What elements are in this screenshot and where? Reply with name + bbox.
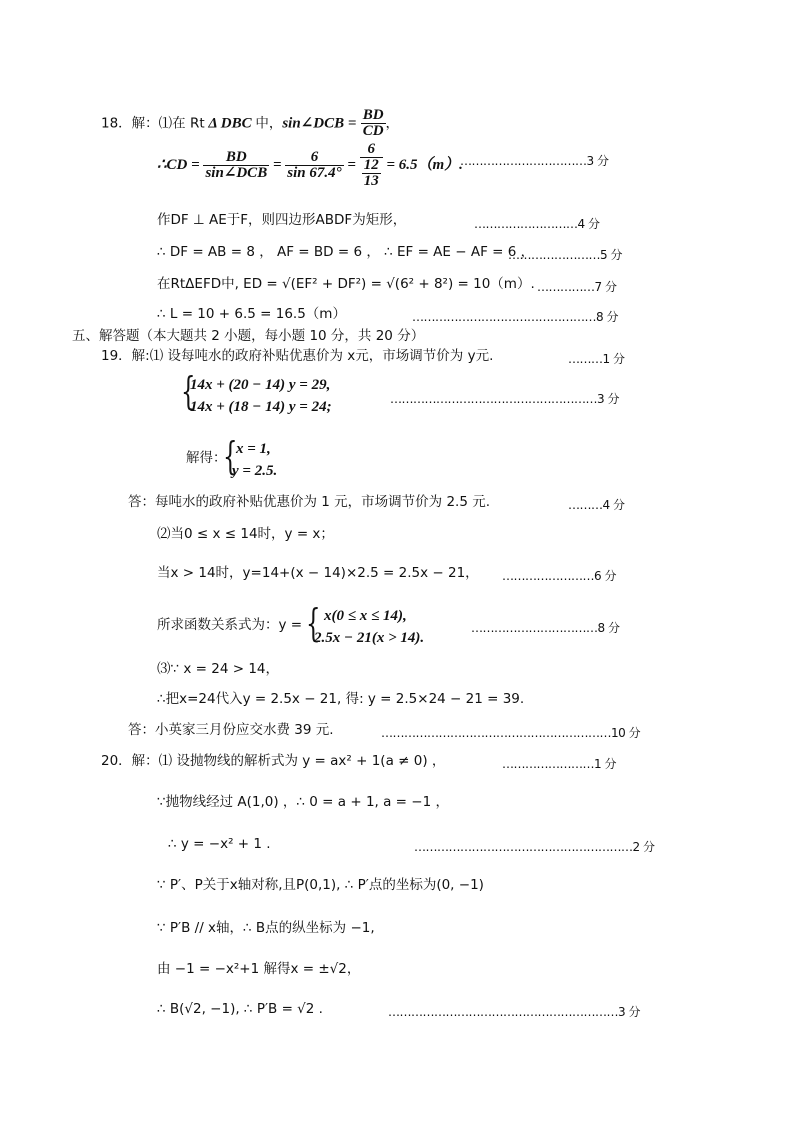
section-five-heading: 五、解答题（本大题共 2 小题，每小题 10 分，共 20 分） <box>72 328 425 344</box>
q19-score-10: ……………………………………………………10 分 <box>381 726 641 740</box>
q19-sol-y: y = 2.5. <box>232 463 278 479</box>
q20-score-2: …………………………………………………2 分 <box>414 840 655 854</box>
q19-part2-b: 当x > 14时，y=14+(x − 14)×2.5 = 2.5x − 21， <box>157 565 479 581</box>
q18-line-rect: 作DF ⊥ AE于F，则四边形ABDF为矩形， <box>157 212 407 228</box>
q19-eq-a: 14x + (20 − 14) y = 29, <box>190 377 331 393</box>
q18-cd-formula: ∴CD = $\frac{BD}{\text{sin∠DCB}}$ = $\frac{6}{\sin 67.4^\circ}$ = $\frac{6}{\frac{12}{13}}$ = 6.5（m）. <box>157 141 463 189</box>
q19-solve-label: 解得： <box>186 450 227 466</box>
q19-answer-1: 答：每吨水的政府补贴优惠价为 1 元，市场调节价为 2.5 元. <box>128 494 491 510</box>
q18-score-3: ……………………………3 分 <box>460 154 609 168</box>
q18-score-5: ……………………5 分 <box>508 248 622 262</box>
q19-score-4: ………4 分 <box>568 498 625 512</box>
q20-setup: 20．解：⑴ 设抛物线的解析式为 y = ax² + 1(a ≠ 0) ， <box>101 753 446 769</box>
q18-score-4: ………………………4 分 <box>474 217 600 231</box>
q18-intro: 18．解：⑴在 Rt Δ DBC 中，sin∠DCB = $\frac{BD}{CD}$ ， <box>101 107 400 139</box>
q20-line-b: ∴ B(√2, −1), ∴ P′B = √2 . <box>157 1001 323 1017</box>
q19-part3-b: ∴把x=24代入y = 2.5x − 21, 得: y = 2.5×24 − 21 = 39. <box>157 691 525 707</box>
q19-score-3: ………………………………………………3 分 <box>390 392 619 406</box>
q20-line-symmetry: ∵ P′、P关于x轴对称,且P(0,1), ∴ P′点的坐标为(0, −1) <box>157 877 484 893</box>
q19-func-label: 所求函数关系式为：y = <box>157 617 303 633</box>
q19-part3-a: ⑶∵ x = 24 > 14， <box>157 661 280 677</box>
q19-eq-b: 14x + (18 − 14) y = 24; <box>190 399 332 415</box>
q20-line-parallel: ∵ P′B // x轴，∴ B点的纵坐标为 −1, <box>157 920 375 936</box>
q18-score-7: ……………7 分 <box>537 280 617 294</box>
q19-solution-brace: { <box>223 434 238 478</box>
q20-score-1: ……………………1 分 <box>502 757 616 771</box>
q19-score-8: ……………………………8 分 <box>471 621 620 635</box>
q20-line-solve: 由 −1 = −x²+1 解得x = ±√2， <box>157 961 361 977</box>
q18-line-ed: 在RtΔEFD中, ED = √(EF² + DF²) = √(6² + 8²) = 10（m）. <box>157 276 535 292</box>
q19-func-brace: { <box>306 601 321 645</box>
q19-part2-a: ⑵当0 ≤ x ≤ 14时，y = x； <box>157 526 334 542</box>
q20-line-a: ∵抛物线经过 A(1,0) ，∴ 0 = a + 1, a = −1 ， <box>157 794 449 810</box>
q19-score-6: ……………………6 分 <box>502 569 616 583</box>
q19-answer-2: 答：小英家三月份应交水费 39 元. <box>128 722 334 738</box>
q19-func-piece-a: x(0 ≤ x ≤ 14), <box>324 608 407 624</box>
q20-score-3: ……………………………………………………3 分 <box>388 1005 640 1019</box>
q20-line-parabola: ∴ y = −x² + 1 . <box>168 836 271 852</box>
q18-line-l: ∴ L = 10 + 6.5 = 16.5（m） <box>157 306 346 322</box>
q18-line-lengths: ∴ DF = AB = 8 ， AF = BD = 6 ， ∴ EF = AE − AF = 6 ， <box>157 244 535 260</box>
q19-score-1: ………1 分 <box>568 352 625 366</box>
q19-func-piece-b: 2.5x − 21(x > 14). <box>314 630 425 646</box>
q19-system-brace: { <box>181 369 196 413</box>
q19-setup: 19．解:⑴ 设每吨水的政府补贴优惠价为 x元，市场调节价为 y元. <box>101 348 494 364</box>
q19-sol-x: x = 1, <box>236 441 271 457</box>
q18-score-8: …………………………………………8 分 <box>412 310 618 324</box>
